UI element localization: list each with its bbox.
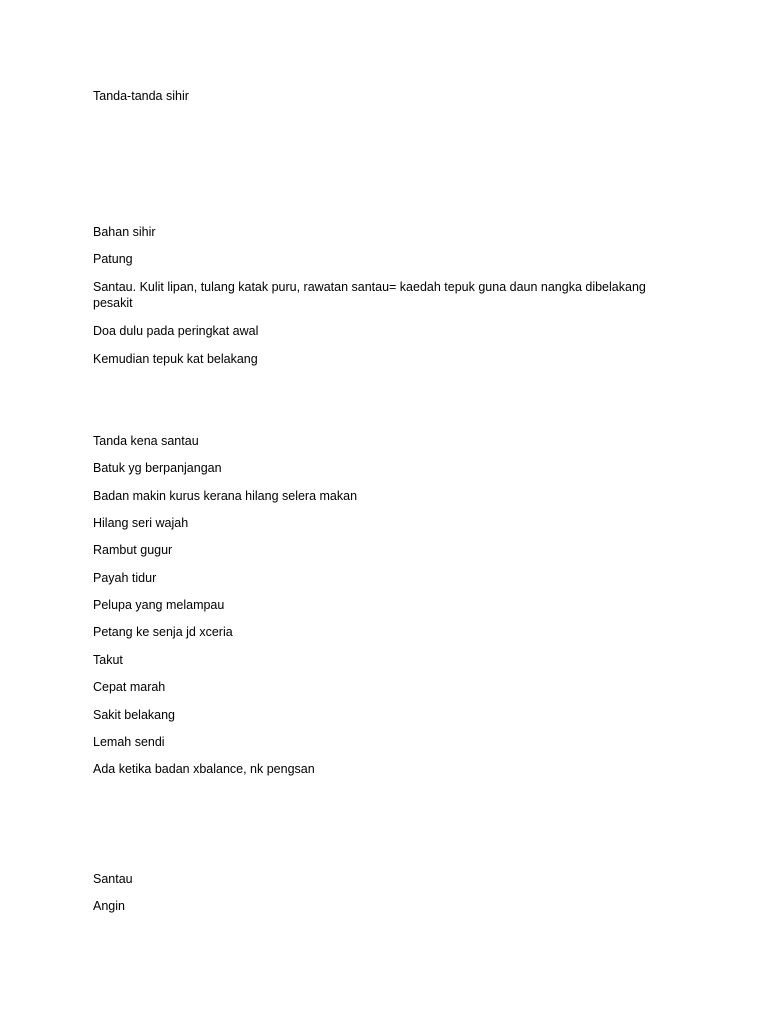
list-item: Santau. Kulit lipan, tulang katak puru, rawatan santau= kaedah tepuk guna daun nangka dibelakang pesakit (93, 280, 646, 310)
list-item: Cepat marah (93, 680, 166, 694)
list-item: Petang ke senja jd xceria (93, 625, 233, 639)
list-item: Ada ketika badan xbalance, nk pengsan (93, 762, 315, 776)
list-item: Payah tidur (93, 571, 157, 585)
list-item: Pelupa yang melampau (93, 598, 225, 612)
section-title-tanda-kena-santau: Tanda kena santau (93, 434, 199, 448)
list-item: Batuk yg berpanjangan (93, 461, 222, 475)
list-item: Badan makin kurus kerana hilang selera makan (93, 489, 358, 503)
list-item: Takut (93, 653, 123, 667)
list-item: Hilang seri wajah (93, 516, 189, 530)
document-heading: Tanda-tanda sihir (93, 89, 189, 103)
list-item: Doa dulu pada peringkat awal (93, 324, 259, 338)
section-title-santau: Santau (93, 872, 133, 886)
list-item: Patung (93, 252, 133, 266)
list-item: Angin (93, 899, 125, 913)
list-item: Lemah sendi (93, 735, 165, 749)
list-item: Rambut gugur (93, 543, 173, 557)
list-item: Kemudian tepuk kat belakang (93, 352, 258, 366)
section-title-bahan-sihir: Bahan sihir (93, 225, 156, 239)
list-item: Sakit belakang (93, 708, 176, 722)
